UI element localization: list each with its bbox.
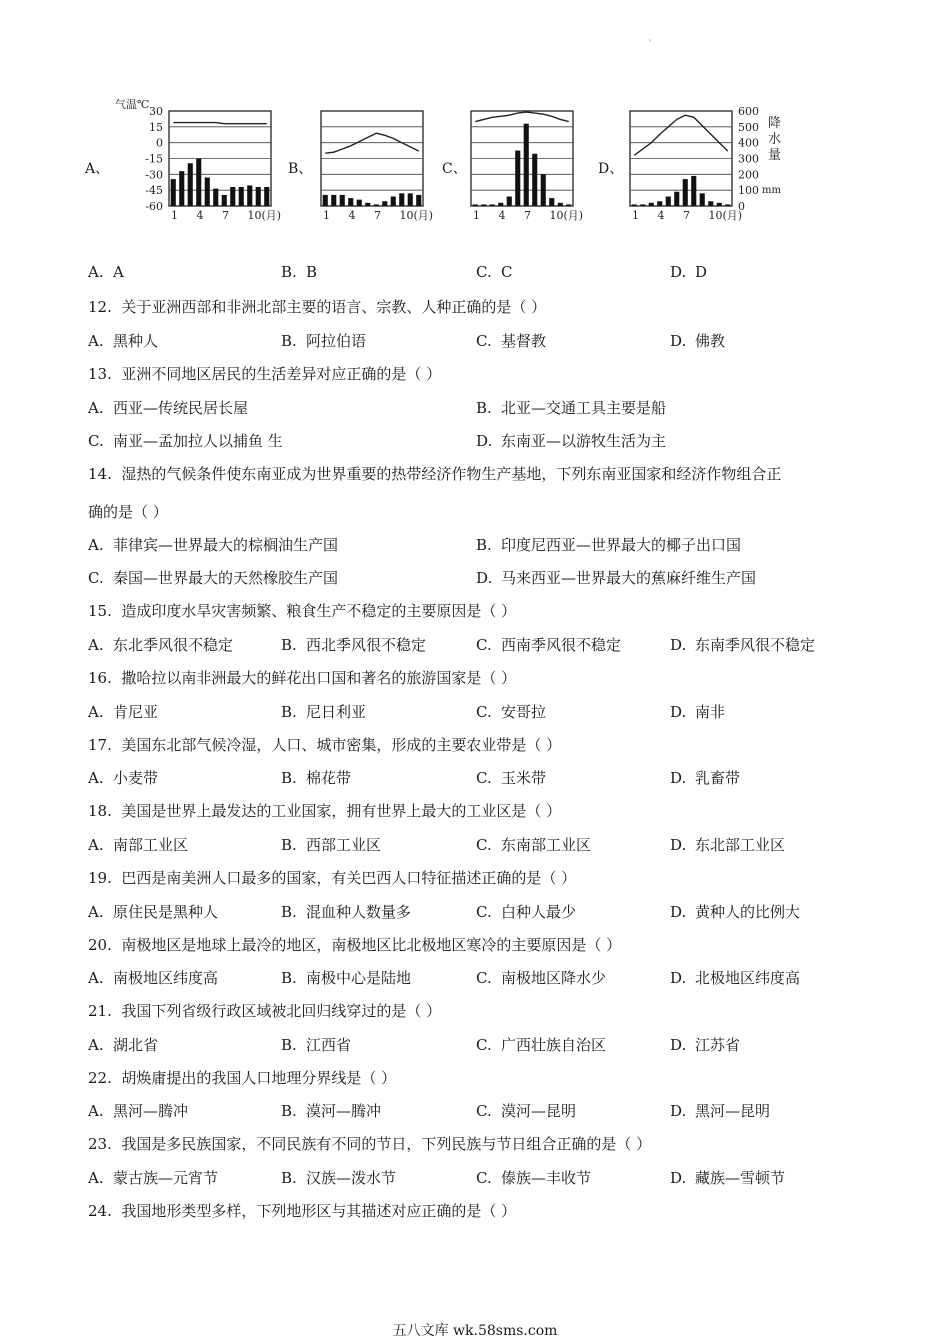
precip-bar [640,204,645,206]
precip-bar [657,201,662,206]
q17-option-c[interactable]: C. 玉米带 [476,769,547,787]
q13-option-a[interactable]: A. 西亚—传统民居长屋 [88,399,249,417]
precip-bar [213,189,218,206]
q22-options [88,1100,908,1122]
q21-options [88,1034,908,1056]
precip-bar [532,154,537,206]
climate-chart-c [471,111,573,206]
month-tick: 10(月) [247,209,282,222]
month-tick: 1 [323,209,330,222]
q19-option-a[interactable]: A. 原住民是黑种人 [88,903,219,921]
precip-bar [683,179,688,206]
temp-tick: 0 [156,136,163,150]
climate-chart-b [321,111,423,206]
q17-option-a[interactable]: A. 小麦带 [88,769,159,787]
precip-bar [725,204,730,206]
stray-mark: ` [648,40,653,51]
q23-options [88,1167,908,1189]
question-16: 16. 撒哈拉以南非洲最大的鲜花出口国和著名的旅游国家是（ ） [88,669,517,687]
precip-bar [674,192,679,206]
precip-tick: 0 [738,200,745,213]
precip-bar [348,198,353,206]
precip-tick: 200 [738,168,759,182]
precip-bar [700,193,705,206]
question-17: 17. 美国东北部气候冷湿，人口、城市密集，形成的主要农业带是（ ） [88,736,562,754]
precip-bar [171,179,176,206]
q19-option-c[interactable]: C. 白种人最少 [476,903,577,921]
precip-bar [524,124,529,206]
q23-option-d[interactable]: D. 藏族—雪顿节 [670,1169,786,1187]
precip-bar [515,151,520,206]
precip-bar [382,201,387,206]
precip-bar [374,204,379,206]
temperature-line [475,112,569,122]
month-tick: 10(月) [708,209,743,222]
option-label-c: C、 [442,161,467,177]
q21-option-c[interactable]: C. 广西壮族自治区 [476,1036,607,1054]
q18-option-a[interactable]: A. 南部工业区 [88,836,189,854]
temperature-line [173,123,266,124]
question-14: 14. 湿热的气候条件使东南亚成为世界重要的热带经济作物生产基地，下列东南亚国家和经济作物组合正 [88,465,782,483]
option-label-d: D、 [598,161,624,177]
q16-option-a[interactable]: A. 肯尼亚 [88,703,159,721]
q16-option-d[interactable]: D. 南非 [670,703,726,721]
q18-option-c[interactable]: C. 东南部工业区 [476,836,592,854]
q19-options [88,901,908,923]
precip-bar [247,185,252,206]
q12-option-a[interactable]: A. 黑种人 [88,332,159,350]
question-20: 20. 南极地区是地球上最冷的地区，南极地区比北极地区寒冷的主要原因是（ ） [88,936,622,954]
q18-options [88,834,908,856]
temp-tick: 30 [149,105,163,118]
question-14-cont: 确的是（ ） [88,503,168,521]
climate-chart-d [630,111,732,206]
q14-options-row1 [88,534,908,556]
month-tick: 4 [196,209,204,222]
temperature-line [325,133,419,153]
q19-option-b[interactable]: B. 混血种人数量多 [281,903,412,921]
precip-tick: 500 [738,120,759,134]
q14-options-row2 [88,567,908,589]
temp-tick: -15 [145,152,163,166]
precip-bar [490,204,495,206]
option-label-a: A、 [85,161,110,177]
q14-option-d[interactable]: D. 马来西亚—世界最大的蕉麻纤维生产国 [476,569,757,587]
month-tick: 10(月) [549,209,584,222]
q11-option-b[interactable]: B. B [281,263,318,281]
q20-option-d[interactable]: D. 北极地区纬度高 [670,969,801,987]
month-tick: 7 [524,209,531,222]
q12-option-d[interactable]: D. 佛教 [670,332,726,350]
precip-bar [649,203,654,206]
q15-option-d[interactable]: D. 东南季风很不稳定 [670,636,816,654]
q13-option-c[interactable]: C. 南亚—孟加拉人以捕鱼 生 [88,432,283,450]
month-tick: 1 [632,209,639,222]
q20-option-b[interactable]: B. 南极中心是陆地 [281,969,412,987]
precip-bar [239,187,244,206]
q13-options-row1 [88,397,908,419]
temp-tick: 15 [149,120,163,134]
q13-options-row2 [88,430,908,452]
climate-chart-options [85,96,825,236]
precip-axis-title-char: 量 [768,148,782,163]
precip-bar [507,197,512,207]
precip-bar [256,187,261,206]
temperature-line [634,115,728,155]
month-tick: 7 [374,209,381,222]
precip-bar [691,176,696,206]
q14-option-a[interactable]: A. 菲律宾—世界最大的棕榈油生产国 [88,536,339,554]
month-tick: 1 [473,209,480,222]
q11-option-a[interactable]: A. A [88,263,124,281]
q21-option-b[interactable]: B. 江西省 [281,1036,352,1054]
precip-bar [666,197,671,207]
precip-bar [365,203,370,206]
precip-bar [391,197,396,207]
q11-options [88,263,908,285]
precip-tick: 600 [738,105,759,118]
q12-option-c[interactable]: C. 基督教 [476,332,547,350]
question-22: 22. 胡焕庸提出的我国人口地理分界线是（ ） [88,1069,397,1087]
question-13: 13. 亚洲不同地区居民的生活差异对应正确的是（ ） [88,365,442,383]
q14-option-c[interactable]: C. 秦国—世界最大的天然橡胶生产国 [88,569,339,587]
question-15: 15. 造成印度水旱灾害频繁、粮食生产不稳定的主要原因是（ ） [88,602,517,620]
precip-bar [399,193,404,206]
precip-axis-title-char: 水 [768,132,782,147]
month-tick: 7 [222,209,229,222]
question-12: 12. 关于亚洲西部和非洲北部主要的语言、宗教、人种正确的是（ ） [88,298,547,316]
q18-option-d[interactable]: D. 东北部工业区 [670,836,786,854]
q22-option-a[interactable]: A. 黑河—腾冲 [88,1102,189,1120]
precip-bar [717,203,722,206]
precip-tick: 400 [738,136,759,150]
q22-option-c[interactable]: C. 漠河—昆明 [476,1102,577,1120]
precip-bar [558,203,563,206]
precip-bar [473,204,478,206]
question-23: 23. 我国是多民族国家，不同民族有不同的节日，下列民族与节日组合正确的是（ ） [88,1135,652,1153]
precip-bar [416,195,421,206]
month-tick: 4 [348,209,356,222]
q21-option-a[interactable]: A. 湖北省 [88,1036,159,1054]
month-tick: 1 [171,209,178,222]
precip-bar [331,195,336,206]
precip-bar [632,204,637,206]
q16-option-b[interactable]: B. 尼日利亚 [281,703,367,721]
temp-tick: -60 [145,200,163,213]
q17-option-d[interactable]: D. 乳畜带 [670,769,741,787]
temp-tick: -45 [145,184,163,198]
climate-charts-svg [85,96,825,236]
question-24: 24. 我国地形类型多样，下列地形区与其描述对应正确的是（ ） [88,1202,517,1220]
q13-option-b[interactable]: B. 北亚—交通工具主要是船 [476,399,667,417]
q19-option-d[interactable]: D. 黄种人的比例大 [670,903,801,921]
q16-option-c[interactable]: C. 安哥拉 [476,703,547,721]
precip-bar [357,200,362,206]
precip-bar [205,178,210,207]
precip-bar [408,193,413,206]
precip-bar [566,204,571,206]
precip-bar [481,204,486,206]
q15-option-c[interactable]: C. 西南季风很不稳定 [476,636,622,654]
q14-option-b[interactable]: B. 印度尼西亚—世界最大的椰子出口国 [476,536,742,554]
q17-options [88,767,908,789]
question-21: 21. 我国下列省级行政区域被北回归线穿过的是（ ） [88,1002,442,1020]
q15-options [88,634,908,656]
q23-option-a[interactable]: A. 蒙古族—元宵节 [88,1169,219,1187]
q18-option-b[interactable]: B. 西部工业区 [281,836,382,854]
precip-bar [230,187,235,206]
month-tick: 7 [683,209,690,222]
precip-bar [340,195,345,206]
q13-option-d[interactable]: D. 东南亚—以游牧生活为主 [476,432,667,450]
option-label-b: B、 [288,161,313,177]
climate-chart-a [169,111,271,206]
precip-bar [264,187,269,206]
q20-option-c[interactable]: C. 南极地区降水少 [476,969,607,987]
q20-option-a[interactable]: A. 南极地区纬度高 [88,969,219,987]
q21-option-d[interactable]: D. 江苏省 [670,1036,741,1054]
month-tick: 4 [498,209,506,222]
precip-bar [498,203,503,206]
q17-option-b[interactable]: B. 棉花带 [281,769,352,787]
q22-option-b[interactable]: B. 漠河—腾冲 [281,1102,382,1120]
page-footer: 五八文库 wk.58sms.com [392,1323,558,1339]
precip-bar [222,195,227,206]
q22-option-d[interactable]: D. 黑河—昆明 [670,1102,771,1120]
q12-option-b[interactable]: B. 阿拉伯语 [281,332,367,350]
precip-bar [541,174,546,206]
question-18: 18. 美国是世界上最发达的工业国家，拥有世界上最大的工业区是（ ） [88,802,562,820]
precip-bar [196,159,201,207]
q23-option-b[interactable]: B. 汉族—泼水节 [281,1169,397,1187]
month-tick: 10(月) [399,209,434,222]
q15-option-b[interactable]: B. 西北季风很不稳定 [281,636,427,654]
q12-options [88,330,908,352]
q23-option-c[interactable]: C. 傣族—丰收节 [476,1169,592,1187]
month-tick: 4 [657,209,665,222]
q15-option-a[interactable]: A. 东北季风很不稳定 [88,636,234,654]
precip-axis-title-char: 降 [768,116,782,131]
precip-bar [188,163,193,206]
q16-options [88,701,908,723]
q11-option-d[interactable]: D. D [670,263,708,281]
precip-bar [323,195,328,206]
precip-tick: 300 [738,152,759,166]
q20-options [88,967,908,989]
question-19: 19. 巴西是南美洲人口最多的国家，有关巴西人口特征描述正确的是（ ） [88,869,577,887]
temp-tick: -30 [145,168,163,182]
precip-bar [549,198,554,206]
precip-unit: mm [762,185,781,196]
precip-bar [179,171,184,206]
precip-tick: 100 [738,184,759,198]
temp-axis-title: 气温℃ [115,98,150,111]
q11-option-c[interactable]: C. C [476,263,513,281]
precip-bar [708,201,713,206]
